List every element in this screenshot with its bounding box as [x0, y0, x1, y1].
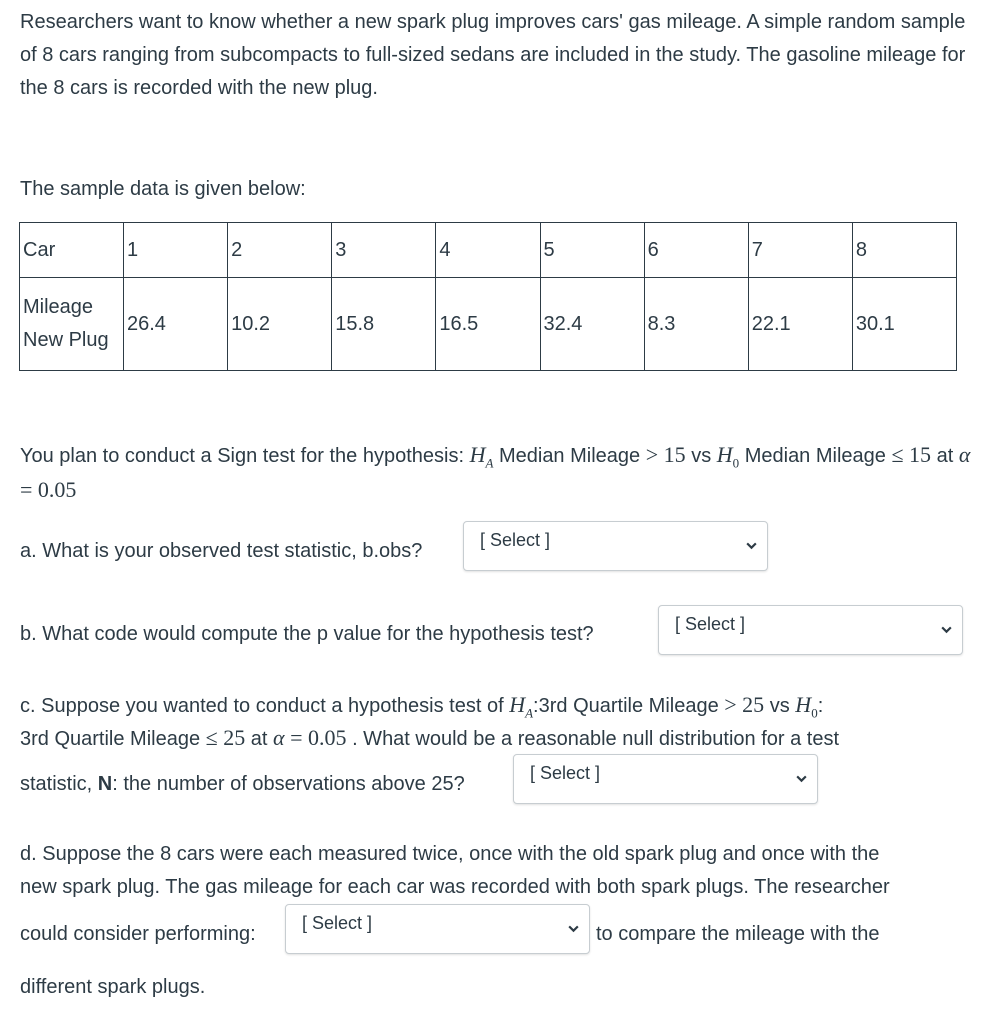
table-cell: 26.4: [124, 278, 228, 371]
answer-a-select[interactable]: [463, 521, 768, 571]
table-row-car: [20, 223, 957, 278]
table-cell: 6: [644, 223, 748, 278]
table-cell: 30.1: [852, 278, 956, 371]
table-cell: 8: [852, 223, 956, 278]
chevron-down-icon: [940, 623, 953, 636]
table-cell: 8.3: [644, 278, 748, 371]
select-placeholder: [ Select ]: [530, 763, 601, 783]
select-placeholder: [ Select ]: [675, 614, 746, 634]
chevron-down-icon: [745, 539, 758, 552]
table-cell: 7: [748, 223, 852, 278]
answer-b-select[interactable]: [658, 605, 963, 655]
sample-heading: The sample data is given below:: [20, 178, 306, 200]
table-cell: 1: [124, 223, 228, 278]
table-row-mileage: [20, 278, 957, 371]
question-d-line2: new spark plug. The gas mileage for each car was recorded with both spark plugs. The researcher: [20, 876, 890, 898]
question-d-line4: different spark plugs.: [20, 976, 206, 998]
mileage-label-line1: Mileage: [23, 296, 94, 318]
mileage-label-line2: New Plug: [23, 329, 109, 351]
question-d-line1: d. Suppose the 8 cars were each measured twice, once with the old spark plug and once with the: [20, 843, 880, 865]
table-cell: 22.1: [748, 278, 852, 371]
table-cell: 2: [228, 223, 332, 278]
table-cell: 5: [540, 223, 644, 278]
question-d-line3-prefix: could consider performing:: [20, 923, 256, 945]
table-cell: 10.2: [228, 278, 332, 371]
table-cell: 3: [332, 223, 436, 278]
select-placeholder: [ Select ]: [302, 913, 373, 933]
question-c-line2: 3rd Quartile Mileage ≤ 25 at α = 0.05 . What would be a reasonable null distribution for a test: [20, 725, 840, 750]
chevron-down-icon: [795, 772, 808, 785]
select-placeholder: [ Select ]: [480, 530, 551, 550]
answer-c-select[interactable]: [513, 754, 818, 804]
table-cell: 16.5: [436, 278, 540, 371]
sample-data-table: [19, 222, 957, 371]
table-cell: 32.4: [540, 278, 644, 371]
table-cell: 15.8: [332, 278, 436, 371]
question-c-line1: c. Suppose you wanted to conduct a hypothesis test of $H_A:3rd$ Quartile Mileage > 25 vs $H_0$:: [20, 692, 824, 721]
intro-paragraph: Researchers want to know whether a new spark plug improves cars' gas mileage. A simple random sample of 8 cars ranging from subcompacts to full-sized sedans are included in the study. The gasoline mileage for the 8 cars is recorded with the new plug.: [20, 11, 966, 99]
table-header-mileage: [20, 278, 124, 371]
hypothesis-statement: You plan to conduct a Sign test for the hypothesis: $H_A$ Median Mileage > 15 vs $H_0$ Median Mileage ≤ 15 at α = 0.05: [20, 442, 971, 502]
question-a: a. What is your observed test statistic, b.obs?: [20, 540, 423, 562]
chevron-down-icon: [567, 922, 580, 935]
table-header-car: Car: [20, 223, 124, 278]
question-b: b. What code would compute the p value for the hypothesis test?: [20, 623, 594, 645]
answer-d-select[interactable]: [285, 904, 590, 954]
question-c-line3: statistic, N: the number of observations above 25?: [20, 773, 465, 795]
table-cell: 4: [436, 223, 540, 278]
question-d-line3-suffix: to compare the mileage with the: [596, 923, 880, 945]
